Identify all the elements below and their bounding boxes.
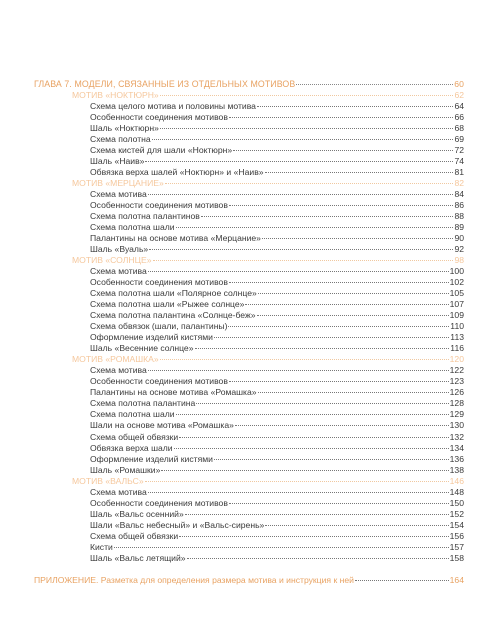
toc-entry-page-number: 129 [449, 409, 464, 420]
dot-leader [296, 84, 453, 85]
toc-entry-page-number: 158 [449, 552, 464, 563]
toc-entry [34, 542, 464, 553]
toc-entry [34, 211, 464, 222]
toc-entry [34, 123, 464, 134]
toc-entry-page-number: 156 [449, 530, 464, 541]
toc-entry-page-number: 138 [449, 464, 464, 475]
toc-entry-title: Схема целого мотива и половины мотива [90, 101, 256, 112]
toc-entry [34, 299, 464, 310]
dot-leader [258, 293, 449, 294]
toc-entry-page-number: 69 [454, 134, 464, 145]
toc-entry-title: Особенности соединения мотивов [90, 112, 228, 123]
toc-entry-title: Схема мотива [90, 486, 147, 497]
toc-entry-page-number: 86 [454, 200, 464, 211]
toc-section-entry [34, 476, 464, 487]
toc-entry [34, 145, 464, 156]
toc-entry [34, 189, 464, 200]
toc-entry-page-number: 81 [454, 167, 464, 178]
toc-section-entry [34, 178, 464, 189]
toc-appendix-entry [34, 575, 464, 586]
toc-entry-title: Шаль «Ноктюрн» [90, 123, 159, 134]
toc-entry-page-number: 120 [449, 354, 464, 365]
toc-entry [34, 288, 464, 299]
toc-entry [34, 376, 464, 387]
toc-entry-page-number: 128 [449, 398, 464, 409]
toc-entry-title: Схема полотна [90, 134, 151, 145]
toc-entry-page-number: 64 [454, 101, 464, 112]
toc-entry-title: Палантины на основе мотива «Мерцание» [90, 233, 261, 244]
toc-entry-title: Шали на основе мотива «Ромашка» [90, 420, 234, 431]
dot-leader [262, 238, 453, 239]
toc-entry-page-number: 107 [449, 299, 464, 310]
toc-entry-title: Шаль «Наив» [90, 156, 145, 167]
toc-entry-page-number: 152 [449, 508, 464, 519]
toc-entry-title: МОТИВ «ВАЛЬС» [72, 475, 144, 486]
dot-leader [185, 514, 449, 515]
toc-entry-title: МОТИВ «СОЛНЦЕ» [72, 255, 152, 266]
toc-entry-title: Обвязка верха шалей «Ноктюрн» и «Наив» [90, 167, 264, 178]
toc-entry-title: Особенности соединения мотивов [90, 277, 228, 288]
dot-leader [179, 536, 448, 537]
toc-entry-page-number: 157 [449, 541, 464, 552]
dot-leader [174, 448, 449, 449]
dot-leader [214, 337, 449, 338]
toc-entry [34, 222, 464, 233]
toc-entry-title: МОТИВ «РОМАШКА» [72, 354, 159, 365]
toc-entry-page-number: 90 [454, 233, 464, 244]
toc-entry-title: Оформление изделий кистями [90, 453, 213, 464]
dot-leader [235, 425, 449, 426]
toc-entry-title: Схема полотна шали «Полярное солнце» [90, 288, 257, 299]
toc-entry-title: Схема мотива [90, 189, 147, 200]
toc-entry [34, 310, 464, 321]
toc-entry-title: Палантины на основе мотива «Ромашка» [90, 387, 257, 398]
toc-entry-title: Шаль «Вальс летящий» [90, 552, 186, 563]
toc-entry [34, 420, 464, 431]
toc-entry-title: МОТИВ «НОКТЮРН» [72, 90, 159, 101]
toc-entry-title: Схема общей обвязки [90, 431, 179, 442]
dot-leader [160, 95, 454, 96]
toc-entry-page-number: 62 [454, 90, 464, 101]
toc-entry [34, 156, 464, 167]
dot-leader [148, 370, 449, 371]
toc-entry-title: Кисти [90, 541, 113, 552]
dot-leader [160, 359, 449, 360]
toc-entry [34, 332, 464, 343]
toc-entry-page-number: 72 [454, 145, 464, 156]
toc-entry-title: Шаль «Весенние солнце» [90, 343, 194, 354]
toc-section-entry [34, 90, 464, 101]
dot-leader [195, 348, 450, 349]
toc-entry-title: Особенности соединения мотивов [90, 497, 228, 508]
dot-leader [229, 282, 449, 283]
toc-entry-page-number: 136 [449, 453, 464, 464]
toc-entry-title [34, 575, 354, 586]
dot-leader [257, 106, 454, 107]
dot-leader [152, 139, 454, 140]
dot-leader [176, 414, 449, 415]
toc-entry-page-number: 88 [454, 211, 464, 222]
dot-leader [229, 117, 454, 118]
toc-entry-title: ГЛАВА 7. МОДЕЛИ, СВЯЗАННЫЕ ИЗ ОТДЕЛЬНЫХ МОТИВОВ [34, 79, 296, 89]
toc-entry-title: Особенности соединения мотивов [90, 200, 228, 211]
toc-entry-title: Схема полотна палантина «Солнце-беж» [90, 310, 256, 321]
toc-entry [34, 498, 464, 509]
toc-entry [34, 520, 464, 531]
dot-leader [145, 481, 449, 482]
toc-entry [34, 343, 464, 354]
dot-leader [145, 161, 453, 162]
toc-entry-page-number: 68 [454, 123, 464, 134]
toc-entry-page-number: 92 [454, 244, 464, 255]
toc-entry-title: Схема мотива [90, 365, 147, 376]
toc-entry-page-number: 123 [449, 376, 464, 387]
dot-leader [233, 150, 453, 151]
toc-entry [34, 509, 464, 520]
toc-entry-title: Схема полотна палантина [90, 398, 196, 409]
toc-entry [34, 487, 464, 498]
table-of-contents [34, 79, 464, 586]
toc-entry-page-number: 116 [450, 343, 464, 354]
dot-leader [148, 194, 454, 195]
toc-entry-title: Обвязка верха шали [90, 442, 173, 453]
toc-entry-page-number: 134 [449, 442, 464, 453]
toc-entry-page-number: 105 [449, 288, 464, 299]
dot-leader [165, 183, 454, 184]
toc-entry [34, 531, 464, 542]
toc-entry [34, 398, 464, 409]
dot-leader [148, 492, 449, 493]
toc-entry [34, 101, 464, 112]
toc-entry-title: Схема кистей для шали «Ноктюрн» [90, 145, 233, 156]
toc-entry-title: Шаль «Вуаль» [90, 244, 149, 255]
toc-entry-title: Схема полотна шали «Рыжее солнце» [90, 299, 245, 310]
toc-entry [34, 200, 464, 211]
toc-entry-page-number: 130 [449, 420, 464, 431]
toc-entry-title: Схема обвязок (шали, палантины) [90, 321, 228, 332]
toc-entry [34, 553, 464, 564]
dot-leader [265, 172, 454, 173]
dot-leader [229, 503, 449, 504]
toc-entry-title: Схема полотна шали [90, 409, 175, 420]
toc-entry-page-number: 150 [449, 497, 464, 508]
dot-leader [201, 216, 454, 217]
dot-leader [179, 437, 448, 438]
dot-leader [149, 249, 453, 250]
toc-entry-page-number: 132 [449, 431, 464, 442]
toc-chapter-entry [34, 79, 464, 90]
toc-entry-page-number: 100 [449, 266, 464, 277]
toc-entry-page-number: 126 [449, 387, 464, 398]
toc-entry [34, 167, 464, 178]
toc-entry-title: Шаль «Вальс осенний» [90, 508, 184, 519]
toc-entry [34, 454, 464, 465]
dot-leader [161, 470, 448, 471]
dot-leader [229, 205, 454, 206]
dot-leader [114, 547, 449, 548]
dot-leader [187, 558, 449, 559]
toc-entry-page-number: 154 [449, 519, 464, 530]
toc-entry [34, 443, 464, 454]
toc-entry-page-number: 98 [454, 255, 464, 266]
toc-entry [34, 365, 464, 376]
toc-entry-title: Оформление изделий кистями [90, 332, 213, 343]
toc-entry-page-number: 122 [449, 365, 464, 376]
toc-entry [34, 244, 464, 255]
toc-entry-title: Схема общей обвязки [90, 530, 179, 541]
dot-leader [153, 260, 454, 261]
toc-entry-page-number: 84 [454, 189, 464, 200]
toc-entry [34, 233, 464, 244]
toc-entry-title: Схема полотна палантинов [90, 211, 200, 222]
dot-leader [214, 459, 449, 460]
toc-entry-title: МОТИВ «МЕРЦАНИЕ» [72, 178, 164, 189]
toc-entry-page-number: 110 [450, 321, 464, 332]
toc-entry [34, 409, 464, 420]
toc-entry-page-number: 109 [449, 310, 464, 321]
dot-leader [245, 304, 448, 305]
toc-entry [34, 266, 464, 277]
toc-entry-page-number: 102 [449, 277, 464, 288]
toc-entry [34, 432, 464, 443]
dot-leader [228, 326, 449, 327]
toc-entry-page-number: 164 [449, 574, 464, 585]
dot-leader [257, 315, 449, 316]
toc-section-entry [34, 255, 464, 266]
toc-entry [34, 112, 464, 123]
toc-entry-page-number: 146 [449, 475, 464, 486]
toc-entry [34, 134, 464, 145]
dot-leader [229, 381, 449, 382]
toc-section-entry [34, 354, 464, 365]
toc-entry [34, 277, 464, 288]
toc-entry-page-number: 74 [454, 156, 464, 167]
toc-entry-title: Особенности соединения мотивов [90, 376, 228, 387]
dot-leader [265, 525, 448, 526]
toc-entry-page-number: 89 [454, 222, 464, 233]
dot-leader [196, 403, 448, 404]
toc-entry-title: Схема полотна шали [90, 222, 175, 233]
dot-leader [176, 227, 454, 228]
dot-leader [148, 271, 449, 272]
toc-entry [34, 321, 464, 332]
toc-entry-page-number: 60 [454, 79, 464, 89]
toc-entry [34, 465, 464, 476]
toc-entry [34, 387, 464, 398]
dot-leader [160, 128, 454, 129]
toc-entry-page-number: 82 [454, 178, 464, 189]
dot-leader [355, 580, 449, 581]
toc-entry-page-number: 66 [454, 112, 464, 123]
dot-leader [258, 392, 449, 393]
appendix-description: Разметка для определения размера мотива и инструкция к ней [98, 574, 354, 585]
toc-entry-title: Шаль «Ромашки» [90, 464, 161, 475]
toc-entry-page-number: 113 [450, 332, 464, 343]
toc-entry-title: Схема мотива [90, 266, 147, 277]
toc-entry-page-number: 148 [449, 486, 464, 497]
toc-entry-title: Шали «Вальс небесный» и «Вальс-сирень» [90, 519, 265, 530]
appendix-label: ПРИЛОЖЕНИЕ. [34, 574, 99, 585]
